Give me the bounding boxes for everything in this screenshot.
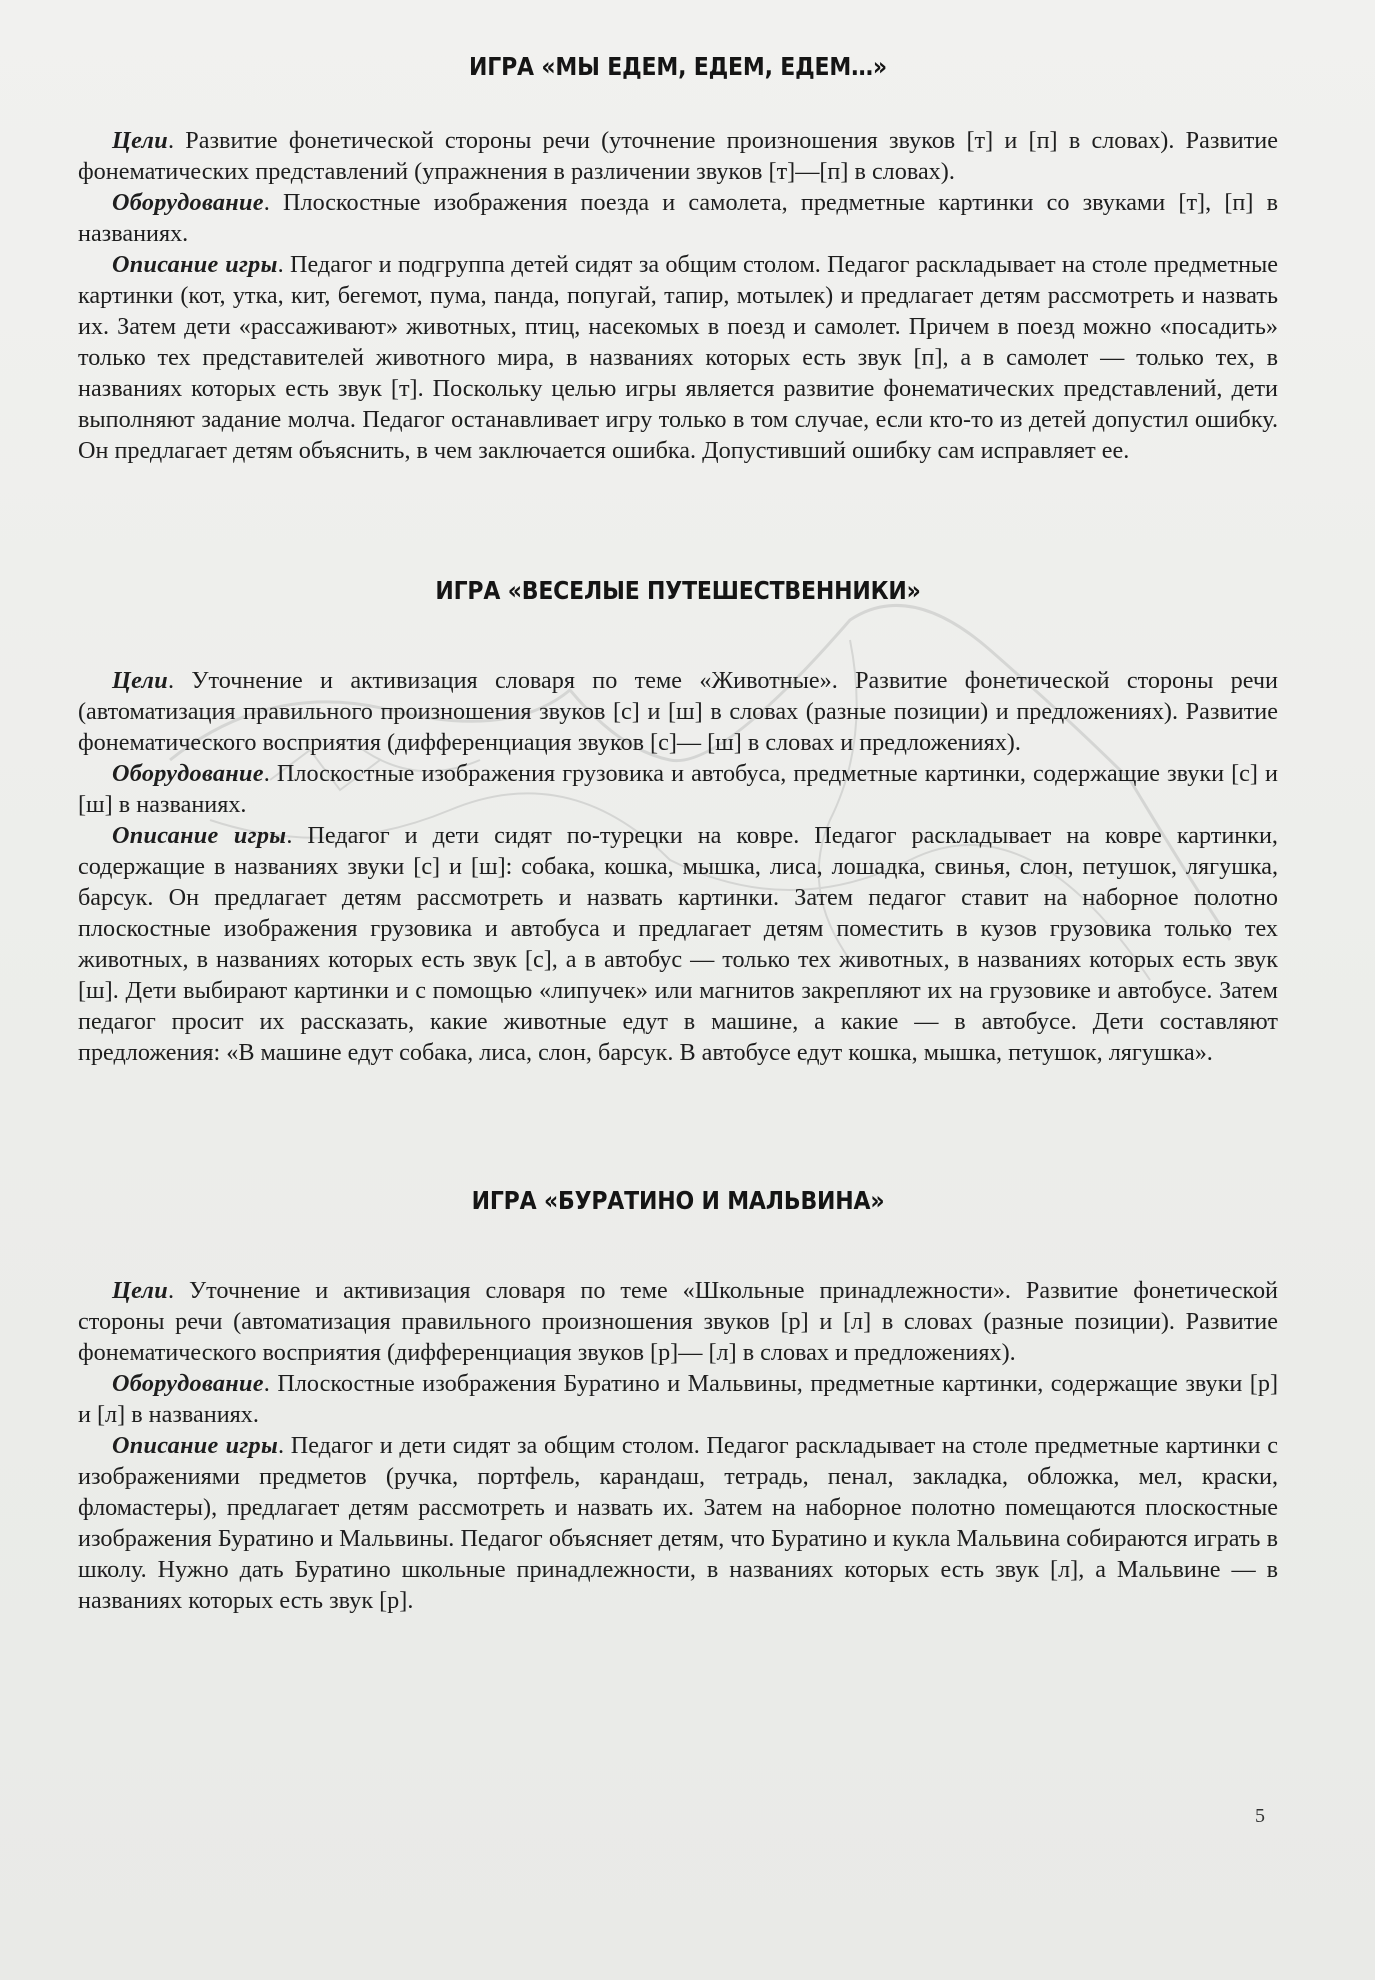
game-1-goals — [78, 125, 1278, 187]
description-label: Описание игры — [112, 1432, 279, 1459]
game-3-goals — [78, 1275, 1278, 1368]
game-section-3 — [78, 1186, 1278, 1616]
description-label: Описание игры — [112, 251, 278, 278]
description-text: . Педагог и дети сидят по-турецки на ковре. Педагог раскладывает на ковре картинки, содержащие в названиях звуки [с] и [ш]: собака, кошка, мышка, лиса, лошадка, свинья, слон, петушок, лягушка, барсук. Он предлагает детям рассмотреть и назвать картинки. Затем педагог ставит на наборное полотно плоскостные изображения грузовика и автобуса и предлагает детям поместить в кузов грузовика только тех животных, в названиях которых есть звук [с], а в автобус — только тех животных, в названиях которых есть звук [ш]. Дети выбирают картинки и с помощью «липучек» или магнитов закрепляют их на грузовике и автобусе. Затем педагог просит их рассказать, какие животные едут в машине, а какие — в автобусе. Дети составляют предложения: «В машине едут собака, лиса, слон, барсук. В автобусе едут кошка, мышка, петушок, лягушка». — [78, 822, 1278, 1066]
equipment-text: . Плоскостные изображения Буратино и Мальвины, предметные картинки, содержащие звуки [р] и [л] в названиях. — [78, 1370, 1278, 1428]
goals-text: . Уточнение и активизация словаря по теме «Школьные принадлежности». Развитие фонетической стороны речи (автоматизация правильного произношения звуков [р] и [л] в словах (разные позиции). Развитие фонематического восприятия (дифференциация звуков [р]— [л] в словах и предложениях). — [78, 1277, 1278, 1366]
equipment-label: Оборудование — [112, 760, 264, 787]
goals-text: . Уточнение и активизация словаря по теме «Животные». Развитие фонетической стороны речи (автоматизация правильного произношения звуков [с] и [ш] в словах (разные позиции) и предложениях). Развитие фонематического восприятия (дифференциация звуков [с]— [ш] в словах и предложениях). — [78, 667, 1278, 756]
game-section-1 — [78, 52, 1278, 466]
goals-label: Цели — [112, 1277, 169, 1304]
game-title-1: ИГРА «МЫ ЕДЕМ, ЕДЕМ, ЕДЕМ…» — [469, 52, 887, 81]
game-1-description — [78, 249, 1278, 466]
game-1-equipment — [78, 187, 1278, 249]
description-label: Описание игры — [112, 822, 287, 849]
description-text: . Педагог и подгруппа детей сидят за общим столом. Педагог раскладывает на столе предметные картинки (кот, утка, кит, бегемот, пума, панда, попугай, тапир, мотылек) и предлагает детям рассмотреть и назвать их. Затем дети «рассаживают» животных, птиц, насекомых в поезд и самолет. Причем в поезд можно «посадить» только тех представителей животного мира, в названиях которых есть звук [п], а в самолет — только тех, в названиях которых есть звук [т]. Поскольку целью игры является развитие фонематических представлений, дети выполняют задание молча. Педагог останавливает игру только в том случае, если кто-то из детей допустил ошибку. Он предлагает детям объяснить, в чем заключается ошибка. Допустивший ошибку сам исправляет ее. — [78, 251, 1279, 464]
equipment-label: Оборудование — [112, 1370, 264, 1397]
description-text: . Педагог и дети сидят за общим столом. Педагог раскладывает на столе предметные картинки с изображениями предметов (ручка, портфель, карандаш, тетрадь, пенал, закладка, обложка, мел, краски, фломастеры), предлагает детям рассмотреть и назвать их. Затем на наборное полотно помещаются плоскостные изображения Буратино и Мальвины. Педагог объясняет детям, что Буратино и кукла Мальвина собираются играть в школу. Нужно дать Буратино школьные принадлежности, в названиях которых есть звук [л], а Мальвине — в названиях которых есть звук [р]. — [78, 1432, 1278, 1614]
game-3-equipment — [78, 1368, 1278, 1430]
game-section-2 — [78, 576, 1278, 1068]
equipment-text: . Плоскостные изображения поезда и самолета, предметные картинки со звуками [т], [п] в названиях. — [78, 189, 1278, 247]
equipment-label: Оборудование — [112, 189, 264, 216]
game-title-2: ИГРА «ВЕСЕЛЫЕ ПУТЕШЕСТВЕННИКИ» — [435, 576, 921, 605]
page-content — [78, 52, 1278, 1616]
equipment-text: . Плоскостные изображения грузовика и автобуса, предметные картинки, содержащие звуки [с] и [ш] в названиях. — [78, 760, 1278, 818]
game-title-3: ИГРА «БУРАТИНО И МАЛЬВИНА» — [471, 1186, 885, 1215]
goals-text: . Развитие фонетической стороны речи (уточнение произношения звуков [т] и [п] в словах). Развитие фонематических представлений (упражнения в различении звуков [т]—[п] в словах). — [78, 127, 1278, 185]
goals-label: Цели — [112, 667, 169, 694]
page-number: 5 — [1255, 1805, 1265, 1827]
game-2-description — [78, 820, 1278, 1068]
game-3-description — [78, 1430, 1278, 1616]
game-2-goals — [78, 665, 1278, 758]
game-2-equipment — [78, 758, 1278, 820]
goals-label: Цели — [112, 127, 169, 154]
